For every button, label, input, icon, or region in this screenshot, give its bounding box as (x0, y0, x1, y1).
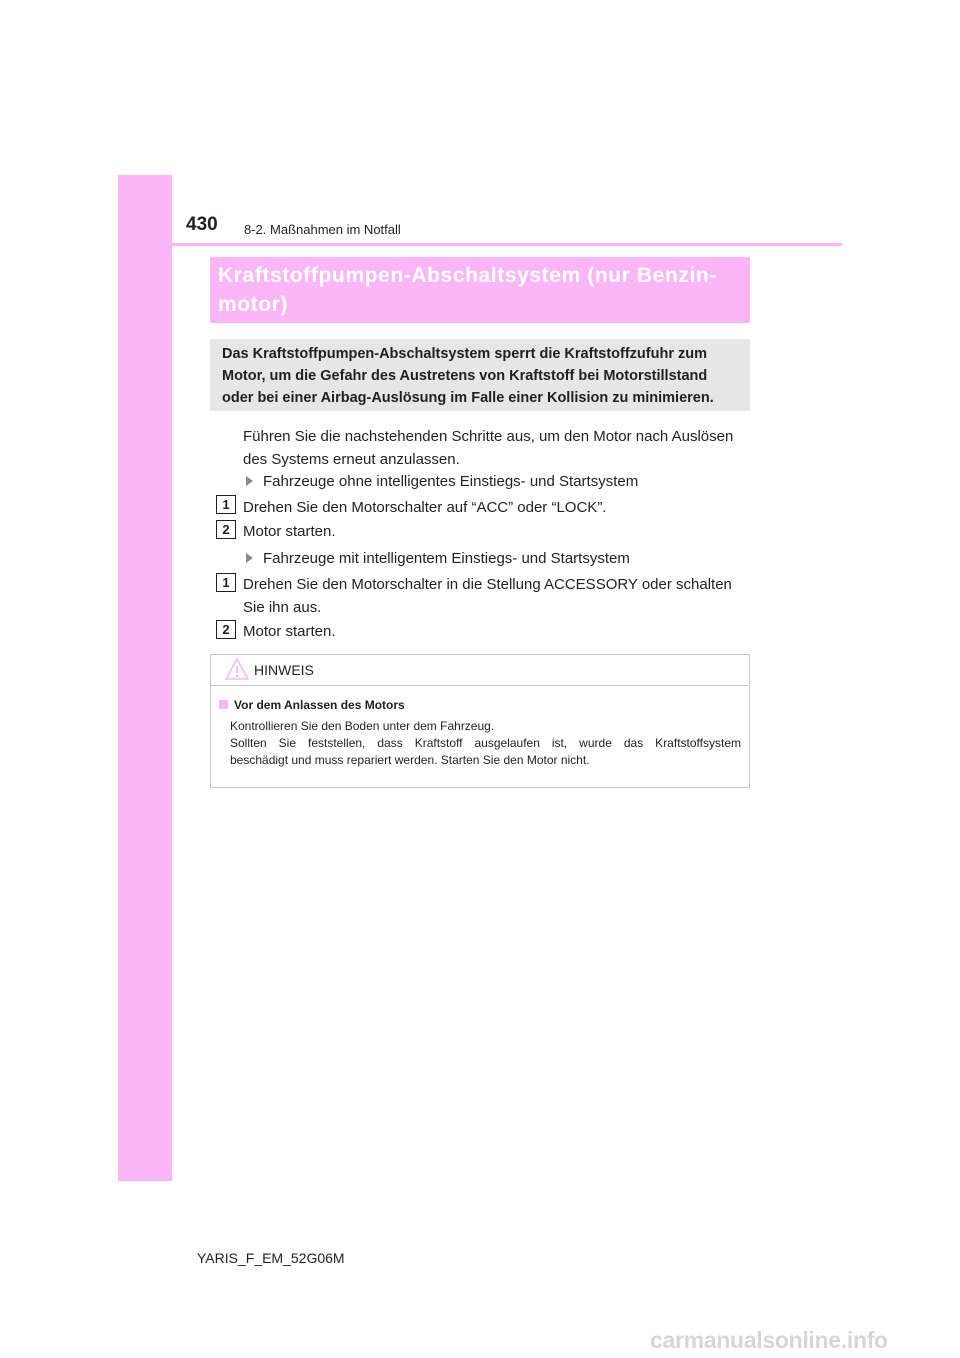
paragraph-line: des Systems erneut anzulassen. (243, 451, 460, 468)
document-code: YARIS_F_EM_52G06M (197, 1250, 345, 1266)
notice-line: beschädigt und muss repariert werden. Starten Sie den Motor nicht. (230, 753, 590, 767)
warning-triangle-icon (225, 657, 249, 681)
step-number-badge: 1 (216, 495, 236, 514)
triangle-bullet-icon (246, 553, 253, 563)
paragraph-line: Führen Sie die nachstehenden Schritte aus, um den Motor nach Auslösen (243, 428, 734, 445)
step-text: Motor starten. (243, 623, 336, 640)
square-bullet-icon (219, 700, 228, 709)
section-title-line-1: Kraftstoffpumpen-Abschaltsystem (nur Benzin- (218, 264, 717, 287)
step-number-badge: 1 (216, 573, 236, 592)
section-heading-label: Fahrzeuge mit intelligentem Einstiegs- und Startsystem (263, 550, 630, 567)
section-title-line-2: motor) (218, 293, 289, 316)
notice-header (211, 655, 748, 686)
triangle-bullet-icon (246, 476, 253, 486)
watermark: carmanualsonline.info (650, 1327, 888, 1353)
header-divider (118, 243, 842, 246)
page-number: 430 (186, 214, 218, 235)
notice-line: Kontrollieren Sie den Boden unter dem Fahrzeug. (230, 719, 495, 733)
notice-subheading (219, 698, 405, 712)
step-text: Motor starten. (243, 523, 336, 540)
section-heading-with-smart-key (244, 547, 630, 570)
notice-subheading-text: Vor dem Anlassen des Motors (234, 698, 405, 712)
section-heading-label: Fahrzeuge ohne intelligentes Einstiegs- und Startsystem (263, 473, 639, 490)
intro-summary-box (210, 339, 750, 411)
breadcrumb: 8-2. Maßnahmen im Notfall (244, 222, 401, 237)
step-text (243, 573, 745, 619)
instruction-paragraph (243, 425, 745, 471)
step-number-badge: 2 (216, 520, 236, 539)
step-number-badge: 2 (216, 620, 236, 639)
step-text-line: Drehen Sie den Motorschalter in die Stellung ACCESSORY oder schalten (243, 576, 732, 593)
intro-line: Das Kraftstoffpumpen-Abschaltsystem sperrt die Kraftstoffzufuhr zum (222, 346, 707, 362)
sidebar-tab (118, 175, 172, 1181)
notice-line: Sollten Sie feststellen, dass Kraftstoff ausgelaufen ist, wurde das Kraftstoffsystem (230, 736, 741, 750)
section-title (210, 257, 750, 323)
intro-line: oder bei einer Airbag-Auslösung im Falle einer Kollision zu minimieren. (222, 390, 714, 406)
step-text-line: Sie ihn aus. (243, 599, 322, 616)
step-text: Drehen Sie den Motorschalter auf “ACC” oder “LOCK”. (243, 499, 607, 516)
notice-label: HINWEIS (254, 662, 314, 678)
notice-body (230, 718, 741, 769)
section-heading-without-smart-key (244, 470, 638, 493)
intro-line: Motor, um die Gefahr des Austretens von Kraftstoff bei Motorstillstand (222, 368, 708, 384)
notice-box (210, 654, 750, 788)
